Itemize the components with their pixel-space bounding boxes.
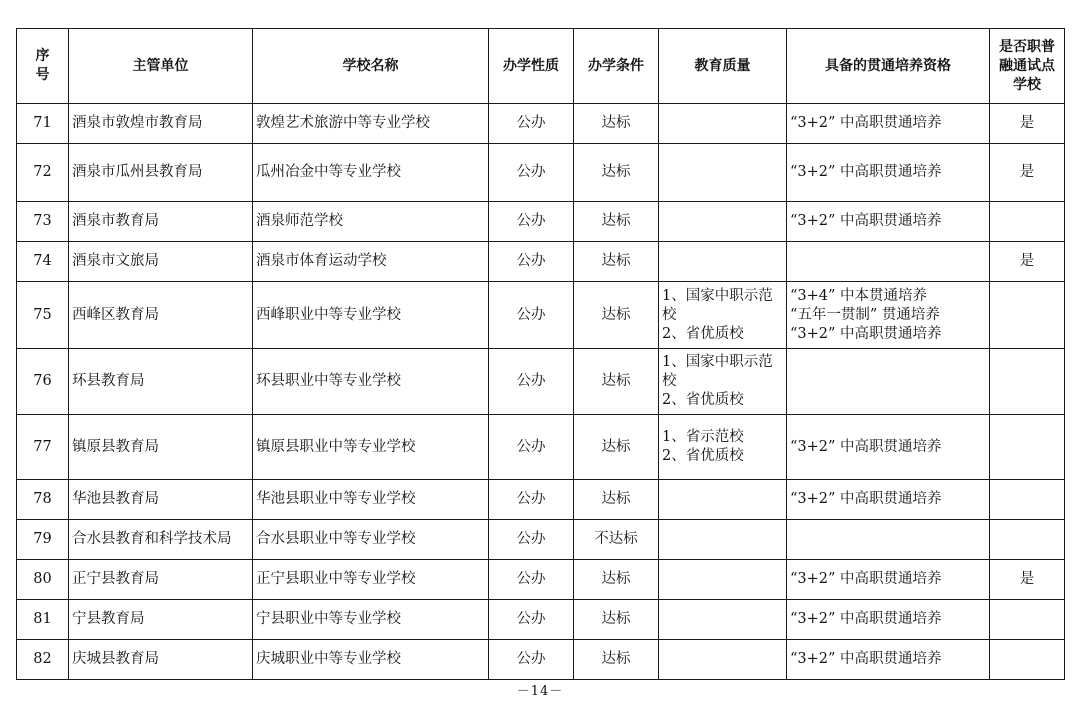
cell-nature: 公办: [489, 480, 574, 520]
cell-authority: 华池县教育局: [69, 480, 253, 520]
cell-qualification: “3+2” 中高职贯通培养: [787, 415, 990, 480]
cell-quality: [659, 560, 787, 600]
cell-conditions: 达标: [574, 480, 659, 520]
cell-nature: 公办: [489, 104, 574, 144]
cell-school: 酒泉市体育运动学校: [253, 242, 489, 282]
cell-pilot: [990, 600, 1065, 640]
header-pilot: 是否职普 融通试点 学校: [990, 29, 1065, 104]
table-row: [17, 242, 1065, 282]
cell-nature: 公办: [489, 600, 574, 640]
cell-pilot: [990, 480, 1065, 520]
cell-seq: 79: [17, 520, 69, 560]
cell-authority: 正宁县教育局: [69, 560, 253, 600]
header-quality: 教育质量: [659, 29, 787, 104]
cell-school: 宁县职业中等专业学校: [253, 600, 489, 640]
cell-school: 合水县职业中等专业学校: [253, 520, 489, 560]
cell-seq: 82: [17, 640, 69, 680]
cell-seq: 71: [17, 104, 69, 144]
cell-quality: [659, 600, 787, 640]
cell-school: 酒泉师范学校: [253, 202, 489, 242]
cell-conditions: 达标: [574, 640, 659, 680]
cell-seq: 73: [17, 202, 69, 242]
cell-conditions: 达标: [574, 242, 659, 282]
cell-pilot: 是: [990, 242, 1065, 282]
cell-pilot: [990, 415, 1065, 480]
cell-seq: 76: [17, 349, 69, 415]
table-row: [17, 600, 1065, 640]
cell-quality: [659, 242, 787, 282]
cell-authority: 西峰区教育局: [69, 282, 253, 349]
cell-pilot: [990, 282, 1065, 349]
cell-school: 庆城职业中等专业学校: [253, 640, 489, 680]
cell-seq: 74: [17, 242, 69, 282]
table-row: [17, 349, 1065, 415]
cell-qualification: “3+2” 中高职贯通培养: [787, 480, 990, 520]
cell-school: 瓜州冶金中等专业学校: [253, 144, 489, 202]
cell-quality: [659, 640, 787, 680]
table-row: [17, 144, 1065, 202]
cell-qualification: “3+2” 中高职贯通培养: [787, 560, 990, 600]
cell-school: 敦煌艺术旅游中等专业学校: [253, 104, 489, 144]
table-row: [17, 282, 1065, 349]
cell-authority: 镇原县教育局: [69, 415, 253, 480]
schools-table: [16, 28, 1065, 680]
cell-qualification: “3+2” 中高职贯通培养: [787, 640, 990, 680]
cell-authority: 酒泉市文旅局: [69, 242, 253, 282]
cell-pilot: [990, 349, 1065, 415]
cell-nature: 公办: [489, 560, 574, 600]
header-seq: 序 号: [17, 29, 69, 104]
header-qualification: 具备的贯通培养资格: [787, 29, 990, 104]
cell-pilot: [990, 202, 1065, 242]
cell-quality: 1、省示范校 2、省优质校: [659, 415, 787, 480]
header-school: 学校名称: [253, 29, 489, 104]
cell-pilot: [990, 520, 1065, 560]
cell-conditions: 达标: [574, 144, 659, 202]
cell-qualification: [787, 349, 990, 415]
cell-nature: 公办: [489, 242, 574, 282]
cell-quality: [659, 104, 787, 144]
cell-nature: 公办: [489, 415, 574, 480]
cell-qualification: “3+2” 中高职贯通培养: [787, 144, 990, 202]
cell-seq: 80: [17, 560, 69, 600]
cell-seq: 81: [17, 600, 69, 640]
cell-seq: 72: [17, 144, 69, 202]
header-authority: 主管单位: [69, 29, 253, 104]
cell-qualification: “3+2” 中高职贯通培养: [787, 202, 990, 242]
cell-conditions: 达标: [574, 104, 659, 144]
cell-quality: [659, 202, 787, 242]
cell-quality: [659, 520, 787, 560]
header-row: [17, 29, 1065, 104]
table-row: [17, 415, 1065, 480]
table-row: [17, 202, 1065, 242]
cell-qualification: “3+2” 中高职贯通培养: [787, 600, 990, 640]
cell-school: 正宁县职业中等专业学校: [253, 560, 489, 600]
cell-nature: 公办: [489, 144, 574, 202]
cell-conditions: 达标: [574, 560, 659, 600]
table-row: [17, 560, 1065, 600]
cell-school: 华池县职业中等专业学校: [253, 480, 489, 520]
cell-qualification: “3+4” 中本贯通培养 “五年一贯制” 贯通培养 “3+2” 中高职贯通培养: [787, 282, 990, 349]
cell-school: 环县职业中等专业学校: [253, 349, 489, 415]
table-row: [17, 104, 1065, 144]
header-conditions: 办学条件: [574, 29, 659, 104]
cell-authority: 酒泉市教育局: [69, 202, 253, 242]
cell-conditions: 达标: [574, 202, 659, 242]
cell-nature: 公办: [489, 640, 574, 680]
cell-quality: 1、国家中职示范 校 2、省优质校: [659, 349, 787, 415]
cell-nature: 公办: [489, 520, 574, 560]
table-row: [17, 640, 1065, 680]
cell-quality: [659, 144, 787, 202]
table-row: [17, 480, 1065, 520]
cell-qualification: [787, 520, 990, 560]
cell-pilot: 是: [990, 104, 1065, 144]
cell-school: 西峰职业中等专业学校: [253, 282, 489, 349]
cell-qualification: [787, 242, 990, 282]
cell-pilot: 是: [990, 560, 1065, 600]
cell-school: 镇原县职业中等专业学校: [253, 415, 489, 480]
cell-quality: 1、国家中职示范 校 2、省优质校: [659, 282, 787, 349]
cell-seq: 75: [17, 282, 69, 349]
cell-seq: 77: [17, 415, 69, 480]
cell-qualification: “3+2” 中高职贯通培养: [787, 104, 990, 144]
cell-authority: 环县教育局: [69, 349, 253, 415]
cell-conditions: 达标: [574, 349, 659, 415]
cell-authority: 酒泉市瓜州县教育局: [69, 144, 253, 202]
cell-nature: 公办: [489, 202, 574, 242]
cell-conditions: 达标: [574, 282, 659, 349]
cell-quality: [659, 480, 787, 520]
cell-nature: 公办: [489, 282, 574, 349]
cell-pilot: 是: [990, 144, 1065, 202]
cell-authority: 酒泉市敦煌市教育局: [69, 104, 253, 144]
page-number: －14－: [516, 684, 564, 699]
cell-authority: 庆城县教育局: [69, 640, 253, 680]
cell-pilot: [990, 640, 1065, 680]
cell-seq: 78: [17, 480, 69, 520]
table-row: [17, 520, 1065, 560]
cell-authority: 合水县教育和科学技术局: [69, 520, 253, 560]
cell-authority: 宁县教育局: [69, 600, 253, 640]
cell-nature: 公办: [489, 349, 574, 415]
cell-conditions: 不达标: [574, 520, 659, 560]
cell-conditions: 达标: [574, 600, 659, 640]
cell-conditions: 达标: [574, 415, 659, 480]
header-nature: 办学性质: [489, 29, 574, 104]
